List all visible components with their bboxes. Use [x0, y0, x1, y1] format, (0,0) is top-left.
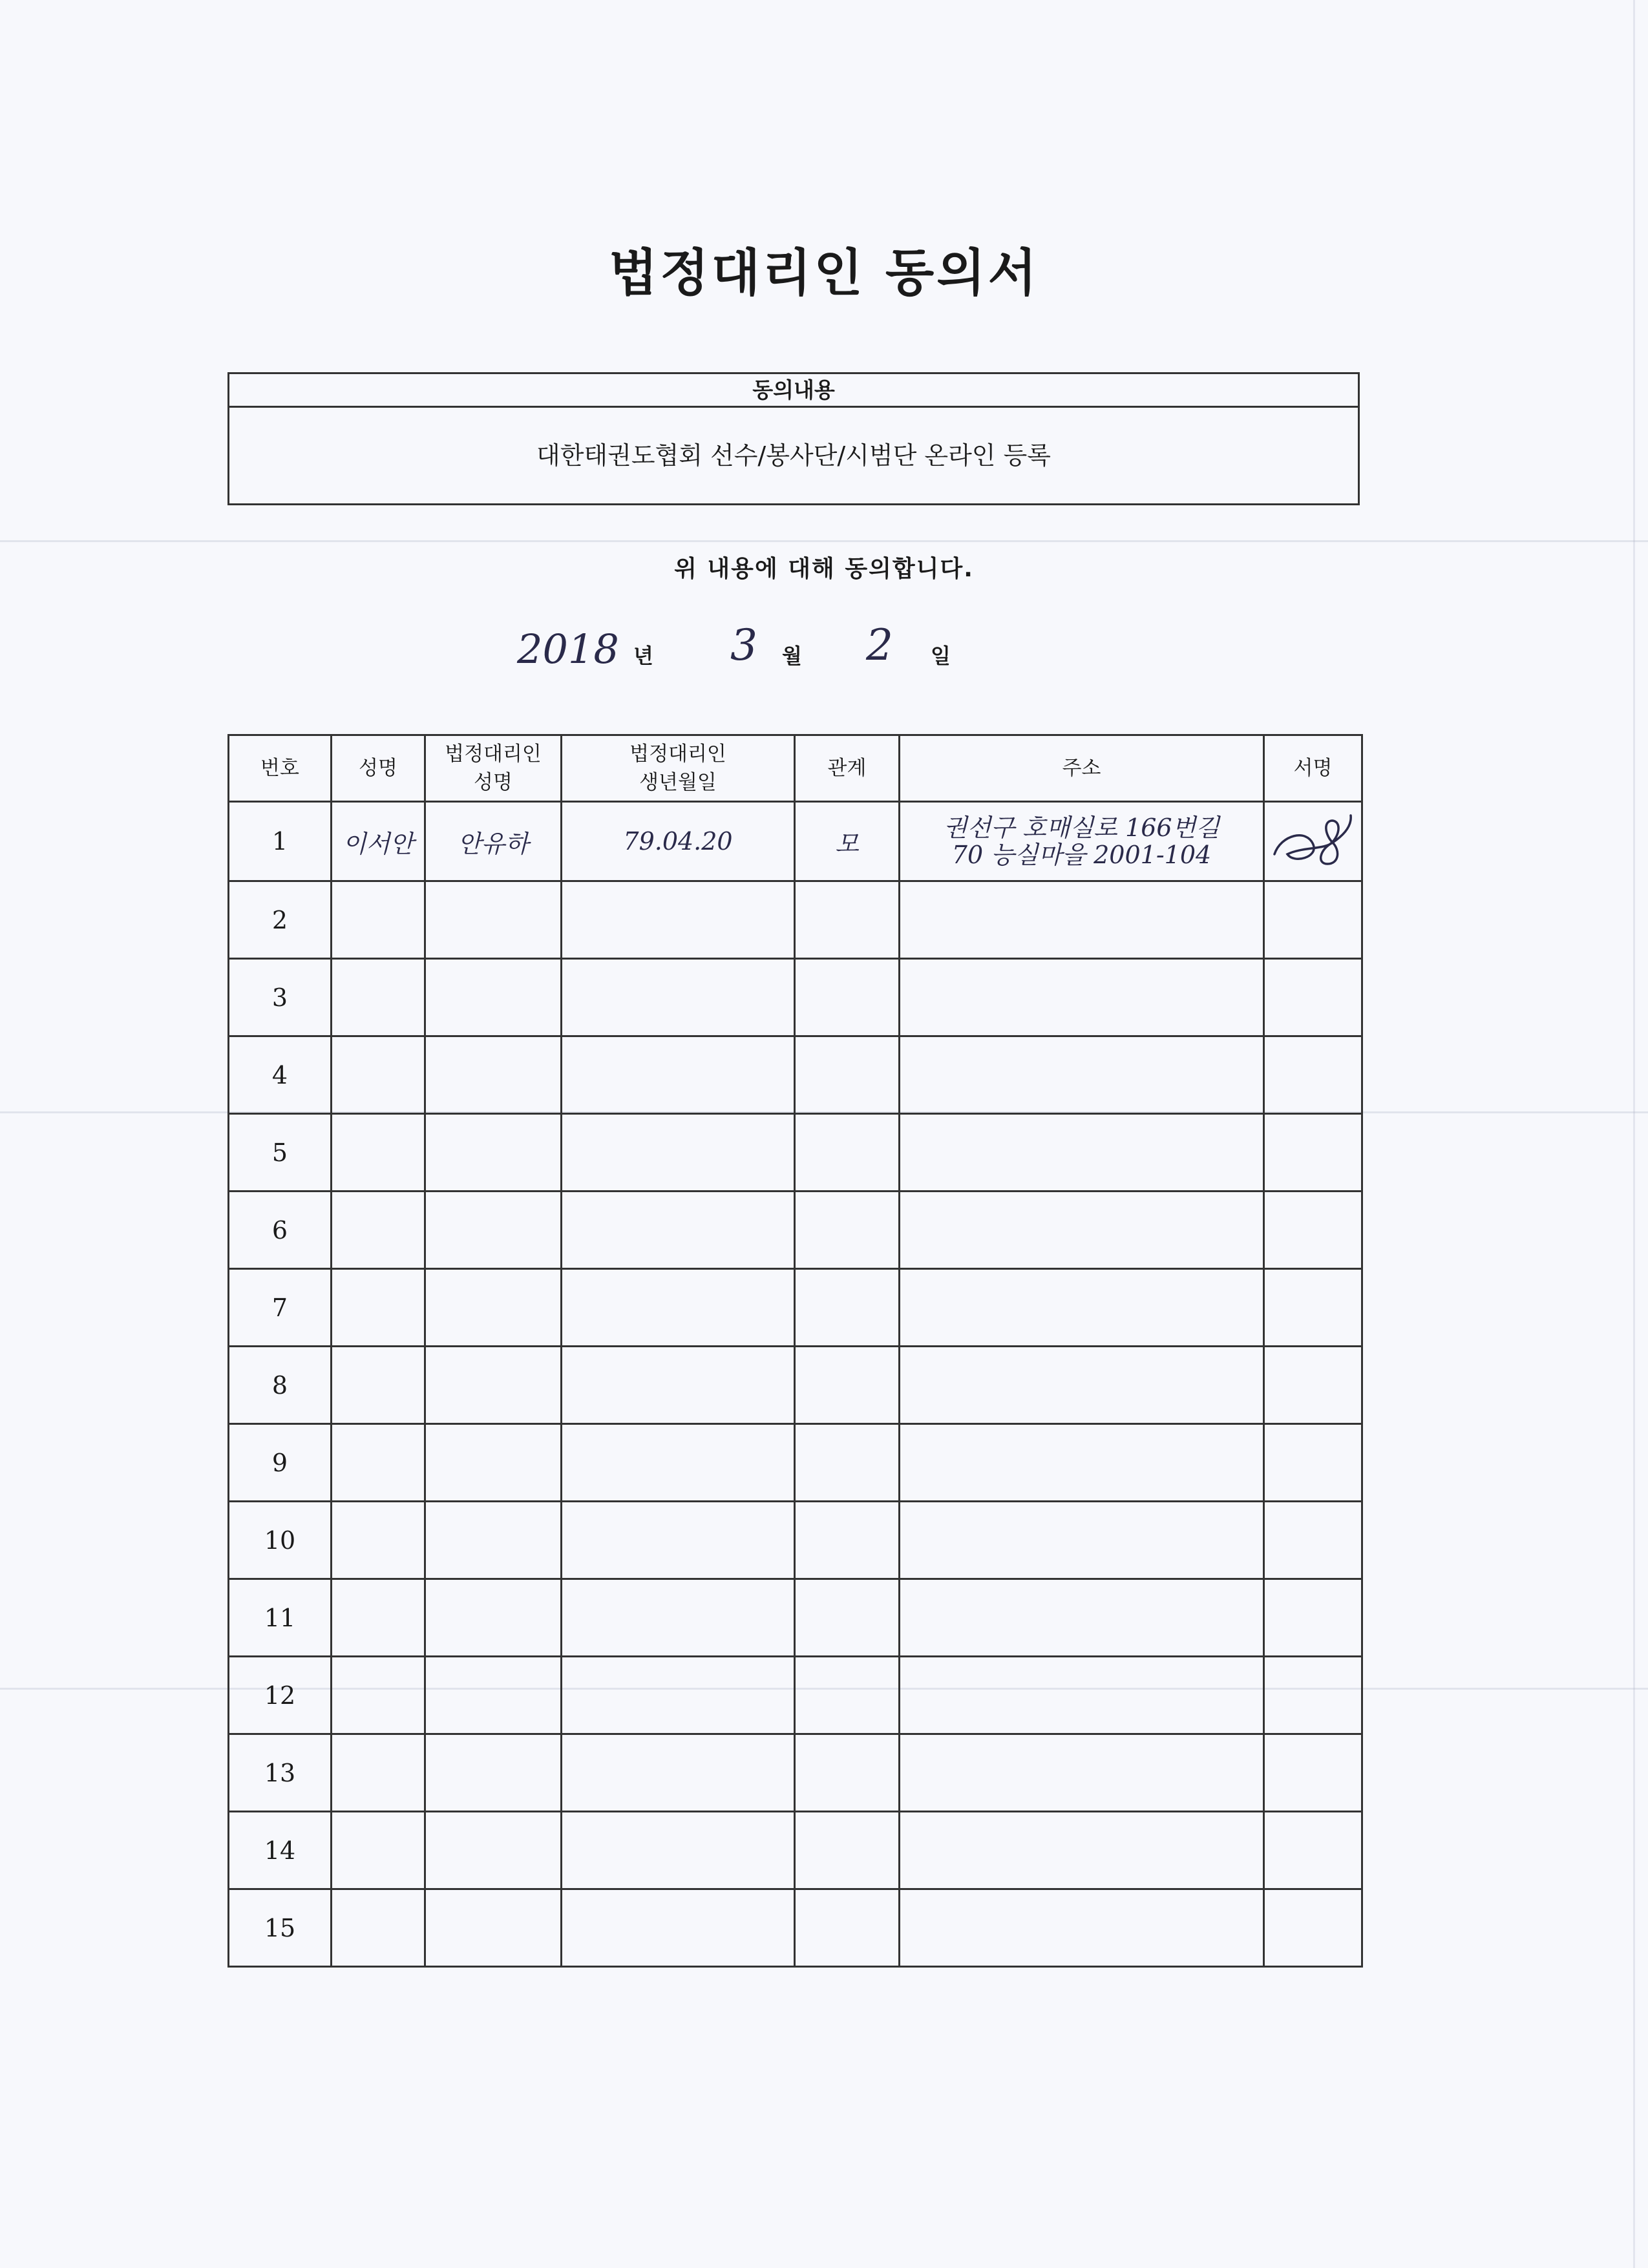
cell-signature [1264, 802, 1362, 881]
cell-relation [795, 881, 900, 959]
cell-guardian-name [425, 1192, 562, 1269]
cell-guardian-name: 안유하 [425, 802, 562, 881]
handwritten-signature-icon [1268, 809, 1358, 874]
cell-address [900, 1502, 1264, 1579]
header-guardian-name [425, 735, 562, 802]
cell-no: 1 [229, 802, 332, 881]
cell-name [332, 1657, 425, 1734]
cell-address [900, 802, 1264, 881]
header-signature: 서명 [1264, 735, 1362, 802]
cell-no: 7 [229, 1269, 332, 1347]
cell-guardian-dob: 79.04.20 [562, 802, 795, 881]
table-row [229, 1812, 1362, 1889]
table-row [229, 1192, 1362, 1269]
date-month: 3 [730, 620, 757, 670]
cell-guardian-dob [562, 1036, 795, 1114]
consent-header: 동의내용 [229, 374, 1358, 408]
cell-guardian-name [425, 1424, 562, 1502]
cell-signature [1264, 1502, 1362, 1579]
cell-guardian-name [425, 1812, 562, 1889]
cell-address [900, 1269, 1264, 1347]
consent-box [227, 372, 1360, 505]
cell-guardian-name [425, 1889, 562, 1967]
cell-signature [1264, 1657, 1362, 1734]
cell-relation [795, 1036, 900, 1114]
table-row [229, 1502, 1362, 1579]
cell-name [332, 1269, 425, 1347]
cell-signature [1264, 881, 1362, 959]
table-row [229, 881, 1362, 959]
cell-guardian-name [425, 1579, 562, 1657]
cell-address [900, 1347, 1264, 1424]
cell-address [900, 1036, 1264, 1114]
cell-relation [795, 1812, 900, 1889]
cell-no: 13 [229, 1734, 332, 1812]
cell-signature [1264, 1579, 1362, 1657]
cell-guardian-name [425, 1502, 562, 1579]
cell-signature [1264, 1889, 1362, 1967]
cell-guardian-name [425, 1036, 562, 1114]
cell-relation [795, 1657, 900, 1734]
cell-name [332, 1579, 425, 1657]
cell-guardian-dob [562, 1812, 795, 1889]
header-guardian-dob [562, 735, 795, 802]
cell-guardian-dob [562, 1579, 795, 1657]
cell-guardian-name [425, 959, 562, 1036]
cell-signature [1264, 1347, 1362, 1424]
cell-address [900, 1734, 1264, 1812]
cell-address [900, 1424, 1264, 1502]
header-guardian-dob-line2: 생년월일 [639, 771, 717, 794]
cell-no: 12 [229, 1657, 332, 1734]
date-year: 2018 [517, 625, 619, 673]
cell-address [900, 1192, 1264, 1269]
cell-name [332, 1114, 425, 1192]
address-line-1: 권선구 호매실로 166번길 [943, 814, 1220, 842]
cell-address [900, 1889, 1264, 1967]
cell-relation [795, 1347, 900, 1424]
cell-name [332, 1889, 425, 1967]
cell-name: 이서안 [332, 802, 425, 881]
cell-no: 9 [229, 1424, 332, 1502]
cell-relation: 모 [795, 802, 900, 881]
cell-signature [1264, 959, 1362, 1036]
table-row [229, 1347, 1362, 1424]
cell-guardian-name [425, 1269, 562, 1347]
document-title: 법정대리인 동의서 [609, 244, 1039, 302]
cell-name [332, 1192, 425, 1269]
cell-guardian-dob [562, 1269, 795, 1347]
cell-address [900, 959, 1264, 1036]
cell-guardian-dob [562, 1114, 795, 1192]
cell-no: 10 [229, 1502, 332, 1579]
cell-name [332, 959, 425, 1036]
cell-guardian-dob [562, 1889, 795, 1967]
header-relation: 관계 [795, 735, 900, 802]
cell-no: 3 [229, 959, 332, 1036]
cell-no: 4 [229, 1036, 332, 1114]
cell-address [900, 1657, 1264, 1734]
header-guardian-name-line2: 성명 [474, 771, 512, 794]
cell-no: 15 [229, 1889, 332, 1967]
cell-guardian-name [425, 1114, 562, 1192]
cell-guardian-name [425, 1347, 562, 1424]
cell-name [332, 881, 425, 959]
cell-signature [1264, 1036, 1362, 1114]
cell-guardian-dob [562, 1192, 795, 1269]
cell-signature [1264, 1734, 1362, 1812]
cell-relation [795, 1424, 900, 1502]
cell-signature [1264, 1269, 1362, 1347]
cell-signature [1264, 1192, 1362, 1269]
cell-signature [1264, 1114, 1362, 1192]
table-row [229, 1036, 1362, 1114]
cell-no: 6 [229, 1192, 332, 1269]
address-line-2: 70 능실마을 2001-104 [951, 841, 1212, 869]
cell-guardian-dob [562, 959, 795, 1036]
cell-guardian-dob [562, 1734, 795, 1812]
cell-guardian-name [425, 1657, 562, 1734]
cell-relation [795, 1192, 900, 1269]
cell-guardian-dob [562, 1424, 795, 1502]
table-row [229, 1889, 1362, 1967]
cell-address [900, 1579, 1264, 1657]
table-row [229, 1424, 1362, 1502]
cell-relation [795, 1889, 900, 1967]
header-guardian-dob-line1: 법정대리인 [629, 742, 726, 766]
guardian-table [227, 734, 1363, 1968]
date-year-label: 년 [633, 644, 653, 668]
cell-relation [795, 1734, 900, 1812]
cell-no: 11 [229, 1579, 332, 1657]
table-row [229, 1579, 1362, 1657]
cell-no: 8 [229, 1347, 332, 1424]
cell-no: 2 [229, 881, 332, 959]
cell-relation [795, 1114, 900, 1192]
cell-guardian-dob [562, 1657, 795, 1734]
cell-guardian-dob [562, 881, 795, 959]
cell-no: 14 [229, 1812, 332, 1889]
header-name: 성명 [332, 735, 425, 802]
page-edge [1633, 0, 1635, 2268]
cell-address [900, 1812, 1264, 1889]
cell-signature [1264, 1812, 1362, 1889]
cell-no: 5 [229, 1114, 332, 1192]
header-guardian-name-line1: 법정대리인 [445, 742, 542, 766]
cell-address [900, 881, 1264, 959]
cell-guardian-dob [562, 1347, 795, 1424]
paper-fold-line [0, 540, 1648, 542]
table-row [229, 1734, 1362, 1812]
table-row [229, 1114, 1362, 1192]
cell-name [332, 1036, 425, 1114]
cell-guardian-dob [562, 1502, 795, 1579]
cell-name [332, 1502, 425, 1579]
cell-relation [795, 959, 900, 1036]
table-header-row [229, 735, 1362, 802]
agreement-text: 위 내용에 대해 동의합니다. [674, 556, 974, 582]
date-day-label: 일 [931, 644, 951, 668]
table-row [229, 1269, 1362, 1347]
date-month-label: 월 [782, 644, 802, 668]
table-row [229, 802, 1362, 881]
header-no: 번호 [229, 735, 332, 802]
table-row [229, 959, 1362, 1036]
cell-name [332, 1424, 425, 1502]
cell-relation [795, 1269, 900, 1347]
table-row [229, 1657, 1362, 1734]
consent-content: 대한태권도협회 선수/봉사단/시범단 온라인 등록 [536, 441, 1051, 470]
cell-address [900, 1114, 1264, 1192]
header-address: 주소 [900, 735, 1264, 802]
date-day: 2 [866, 620, 893, 670]
cell-relation [795, 1579, 900, 1657]
cell-relation [795, 1502, 900, 1579]
cell-guardian-name [425, 881, 562, 959]
cell-name [332, 1347, 425, 1424]
cell-signature [1264, 1424, 1362, 1502]
cell-name [332, 1812, 425, 1889]
cell-guardian-name [425, 1734, 562, 1812]
cell-name [332, 1734, 425, 1812]
date-row [0, 620, 1648, 685]
